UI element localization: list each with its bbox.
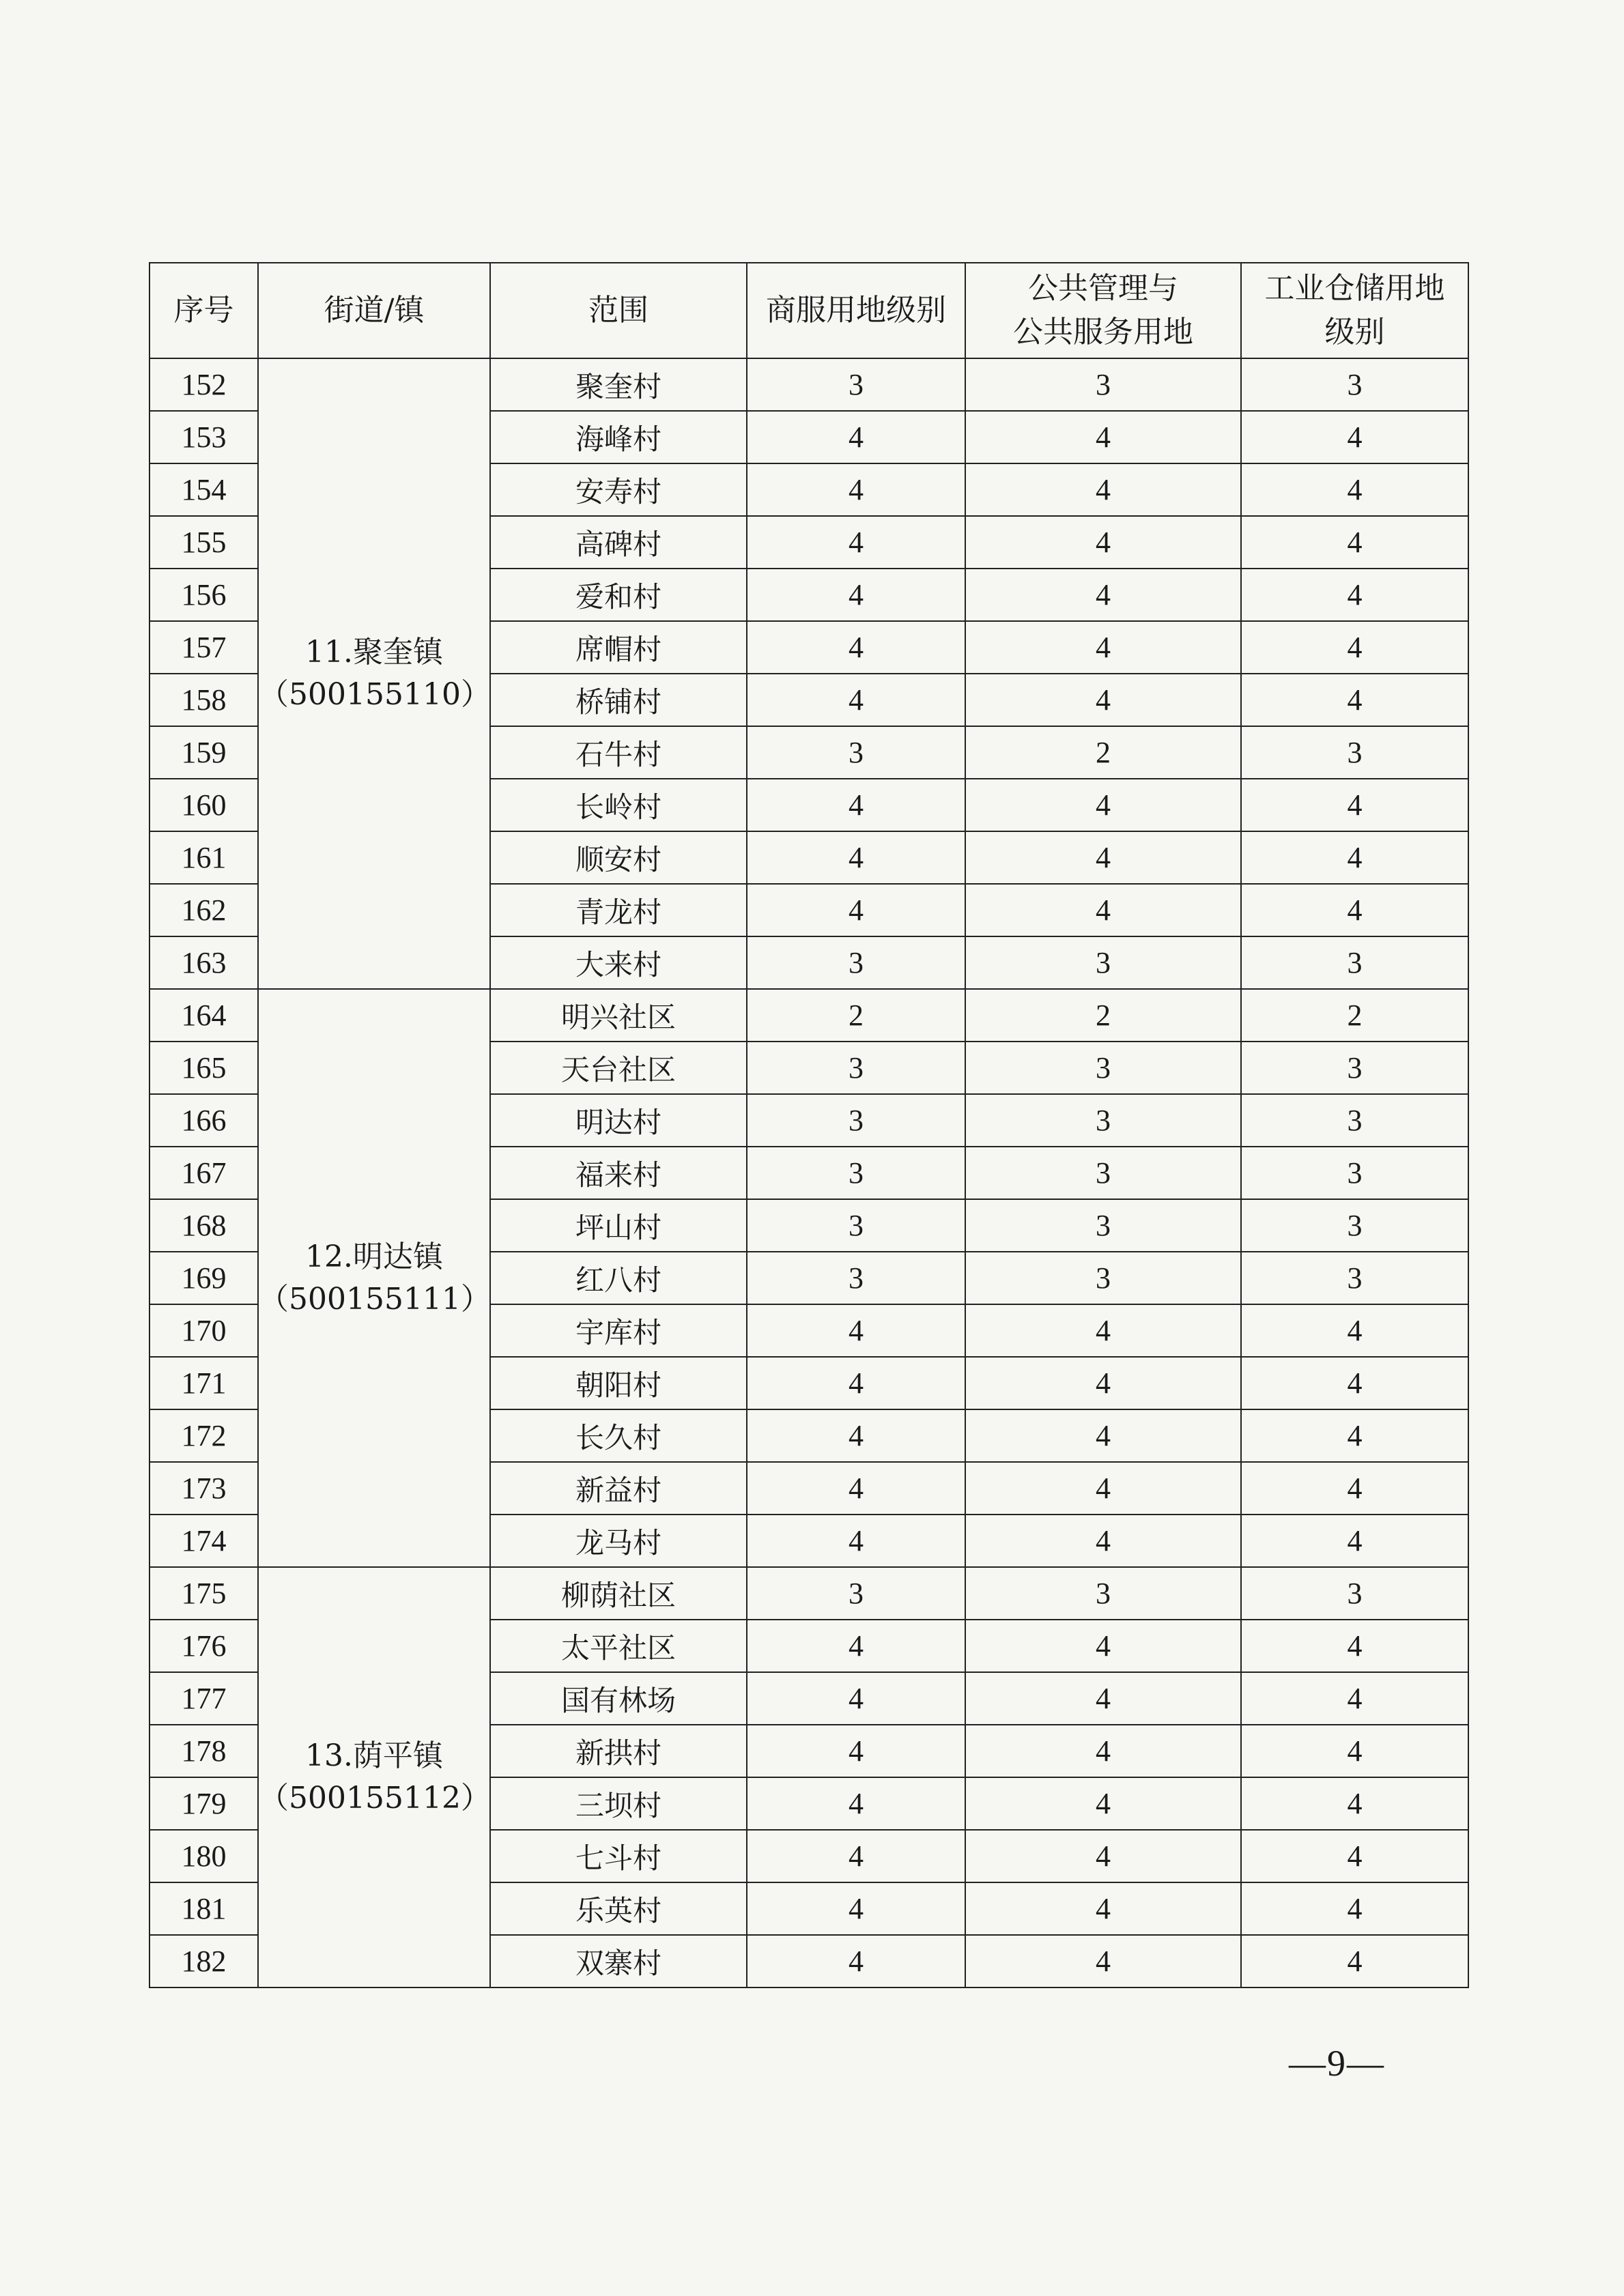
commercial-grade-cell: 3	[747, 936, 965, 989]
industrial-grade-cell: 2	[1241, 989, 1468, 1042]
commercial-grade-cell: 4	[747, 411, 965, 463]
seq-cell: 157	[149, 621, 258, 674]
seq-cell: 154	[149, 463, 258, 516]
range-cell: 新拱村	[490, 1725, 747, 1777]
range-cell: 龙马村	[490, 1515, 747, 1567]
town-name: 13.荫平镇	[305, 1738, 443, 1773]
commercial-grade-cell: 4	[747, 1882, 965, 1935]
range-cell: 明兴社区	[490, 989, 747, 1042]
range-cell: 三坝村	[490, 1777, 747, 1830]
header-industrial	[1241, 263, 1468, 358]
industrial-grade-cell: 3	[1241, 1042, 1468, 1094]
seq-cell: 153	[149, 411, 258, 463]
industrial-grade-cell: 3	[1241, 1199, 1468, 1252]
public-grade-cell: 4	[965, 1409, 1241, 1462]
land-grade-table	[149, 262, 1469, 1988]
public-grade-cell: 4	[965, 516, 1241, 569]
table-row	[149, 989, 1468, 1042]
public-grade-cell: 3	[965, 1199, 1241, 1252]
range-cell: 长岭村	[490, 779, 747, 831]
industrial-grade-cell: 3	[1241, 1147, 1468, 1199]
seq-cell: 165	[149, 1042, 258, 1094]
table-row	[149, 1567, 1468, 1620]
header-range: 范围	[490, 263, 747, 358]
range-cell: 天台社区	[490, 1042, 747, 1094]
industrial-grade-cell: 4	[1241, 831, 1468, 884]
public-grade-cell: 4	[965, 1777, 1241, 1830]
range-cell: 海峰村	[490, 411, 747, 463]
range-cell: 红八村	[490, 1252, 747, 1304]
public-grade-cell: 4	[965, 1882, 1241, 1935]
seq-cell: 156	[149, 569, 258, 621]
seq-cell: 155	[149, 516, 258, 569]
seq-cell: 182	[149, 1935, 258, 1988]
commercial-grade-cell: 4	[747, 779, 965, 831]
public-grade-cell: 4	[965, 884, 1241, 936]
range-cell: 明达村	[490, 1094, 747, 1147]
industrial-grade-cell: 4	[1241, 516, 1468, 569]
public-grade-cell: 4	[965, 569, 1241, 621]
public-grade-cell: 3	[965, 936, 1241, 989]
industrial-grade-cell: 4	[1241, 1620, 1468, 1672]
commercial-grade-cell: 4	[747, 1725, 965, 1777]
industrial-grade-cell: 4	[1241, 1357, 1468, 1409]
table-body	[149, 358, 1468, 1988]
seq-cell: 158	[149, 674, 258, 726]
industrial-grade-cell: 3	[1241, 358, 1468, 411]
town-code: （500155111）	[259, 1281, 491, 1317]
range-cell: 国有林场	[490, 1672, 747, 1725]
table-header-row	[149, 263, 1468, 358]
commercial-grade-cell: 4	[747, 1304, 965, 1357]
public-grade-cell: 3	[965, 358, 1241, 411]
commercial-grade-cell: 3	[747, 1199, 965, 1252]
commercial-grade-cell: 3	[747, 1094, 965, 1147]
commercial-grade-cell: 4	[747, 831, 965, 884]
town-cell	[258, 358, 490, 989]
commercial-grade-cell: 4	[747, 1409, 965, 1462]
town-name: 11.聚奎镇	[305, 635, 443, 670]
seq-cell: 167	[149, 1147, 258, 1199]
commercial-grade-cell: 4	[747, 1357, 965, 1409]
header-commercial: 商服用地级别	[747, 263, 965, 358]
header-industrial-line1: 工业仓储用地	[1264, 271, 1445, 306]
header-public-line2: 公共服务用地	[1013, 315, 1193, 349]
industrial-grade-cell: 4	[1241, 884, 1468, 936]
commercial-grade-cell: 4	[747, 1515, 965, 1567]
public-grade-cell: 3	[965, 1567, 1241, 1620]
commercial-grade-cell: 4	[747, 884, 965, 936]
seq-cell: 162	[149, 884, 258, 936]
commercial-grade-cell: 4	[747, 621, 965, 674]
header-public-line1: 公共管理与	[1028, 271, 1178, 306]
seq-cell: 172	[149, 1409, 258, 1462]
range-cell: 聚奎村	[490, 358, 747, 411]
range-cell: 坪山村	[490, 1199, 747, 1252]
range-cell: 青龙村	[490, 884, 747, 936]
seq-cell: 159	[149, 726, 258, 779]
range-cell: 乐英村	[490, 1882, 747, 1935]
range-cell: 朝阳村	[490, 1357, 747, 1409]
header-seq: 序号	[149, 263, 258, 358]
seq-cell: 176	[149, 1620, 258, 1672]
commercial-grade-cell: 2	[747, 989, 965, 1042]
seq-cell: 160	[149, 779, 258, 831]
seq-cell: 166	[149, 1094, 258, 1147]
page-number: —9—	[1289, 2043, 1385, 2084]
industrial-grade-cell: 4	[1241, 621, 1468, 674]
industrial-grade-cell: 4	[1241, 674, 1468, 726]
industrial-grade-cell: 4	[1241, 1882, 1468, 1935]
industrial-grade-cell: 4	[1241, 569, 1468, 621]
range-cell: 福来村	[490, 1147, 747, 1199]
industrial-grade-cell: 4	[1241, 1777, 1468, 1830]
commercial-grade-cell: 4	[747, 1620, 965, 1672]
commercial-grade-cell: 4	[747, 1462, 965, 1515]
range-cell: 宇库村	[490, 1304, 747, 1357]
range-cell: 新益村	[490, 1462, 747, 1515]
industrial-grade-cell: 4	[1241, 1830, 1468, 1882]
commercial-grade-cell: 3	[747, 726, 965, 779]
industrial-grade-cell: 3	[1241, 1567, 1468, 1620]
seq-cell: 169	[149, 1252, 258, 1304]
industrial-grade-cell: 4	[1241, 1462, 1468, 1515]
industrial-grade-cell: 4	[1241, 1304, 1468, 1357]
range-cell: 高碑村	[490, 516, 747, 569]
header-industrial-line2: 级别	[1324, 315, 1385, 349]
public-grade-cell: 4	[965, 463, 1241, 516]
public-grade-cell: 4	[965, 1515, 1241, 1567]
seq-cell: 170	[149, 1304, 258, 1357]
industrial-grade-cell: 3	[1241, 726, 1468, 779]
public-grade-cell: 4	[965, 674, 1241, 726]
range-cell: 双寨村	[490, 1935, 747, 1988]
industrial-grade-cell: 4	[1241, 1409, 1468, 1462]
seq-cell: 161	[149, 831, 258, 884]
public-grade-cell: 4	[965, 779, 1241, 831]
range-cell: 太平社区	[490, 1620, 747, 1672]
industrial-grade-cell: 3	[1241, 936, 1468, 989]
public-grade-cell: 4	[965, 1462, 1241, 1515]
seq-cell: 173	[149, 1462, 258, 1515]
range-cell: 爱和村	[490, 569, 747, 621]
industrial-grade-cell: 4	[1241, 1672, 1468, 1725]
public-grade-cell: 4	[965, 621, 1241, 674]
public-grade-cell: 4	[965, 1672, 1241, 1725]
range-cell: 柳荫社区	[490, 1567, 747, 1620]
range-cell: 席帽村	[490, 621, 747, 674]
public-grade-cell: 3	[965, 1094, 1241, 1147]
town-code: （500155110）	[259, 677, 491, 712]
commercial-grade-cell: 4	[747, 463, 965, 516]
header-public	[965, 263, 1241, 358]
commercial-grade-cell: 4	[747, 674, 965, 726]
public-grade-cell: 3	[965, 1147, 1241, 1199]
table-row	[149, 358, 1468, 411]
industrial-grade-cell: 4	[1241, 463, 1468, 516]
industrial-grade-cell: 4	[1241, 1515, 1468, 1567]
seq-cell: 152	[149, 358, 258, 411]
public-grade-cell: 4	[965, 1304, 1241, 1357]
public-grade-cell: 4	[965, 1935, 1241, 1988]
public-grade-cell: 4	[965, 831, 1241, 884]
commercial-grade-cell: 4	[747, 1672, 965, 1725]
industrial-grade-cell: 4	[1241, 1725, 1468, 1777]
range-cell: 桥铺村	[490, 674, 747, 726]
commercial-grade-cell: 4	[747, 569, 965, 621]
public-grade-cell: 3	[965, 1042, 1241, 1094]
seq-cell: 163	[149, 936, 258, 989]
industrial-grade-cell: 3	[1241, 1094, 1468, 1147]
header-street: 街道/镇	[258, 263, 490, 358]
commercial-grade-cell: 3	[747, 1042, 965, 1094]
public-grade-cell: 2	[965, 726, 1241, 779]
public-grade-cell: 4	[965, 1620, 1241, 1672]
town-name: 12.明达镇	[305, 1239, 443, 1274]
seq-cell: 181	[149, 1882, 258, 1935]
public-grade-cell: 3	[965, 1252, 1241, 1304]
range-cell: 长久村	[490, 1409, 747, 1462]
seq-cell: 178	[149, 1725, 258, 1777]
town-cell	[258, 1567, 490, 1988]
range-cell: 七斗村	[490, 1830, 747, 1882]
industrial-grade-cell: 3	[1241, 1252, 1468, 1304]
seq-cell: 175	[149, 1567, 258, 1620]
range-cell: 安寿村	[490, 463, 747, 516]
town-code: （500155112）	[259, 1781, 491, 1816]
commercial-grade-cell: 3	[747, 358, 965, 411]
seq-cell: 164	[149, 989, 258, 1042]
industrial-grade-cell: 4	[1241, 1935, 1468, 1988]
public-grade-cell: 4	[965, 1830, 1241, 1882]
industrial-grade-cell: 4	[1241, 411, 1468, 463]
seq-cell: 180	[149, 1830, 258, 1882]
public-grade-cell: 4	[965, 411, 1241, 463]
commercial-grade-cell: 4	[747, 1935, 965, 1988]
public-grade-cell: 4	[965, 1357, 1241, 1409]
seq-cell: 179	[149, 1777, 258, 1830]
commercial-grade-cell: 4	[747, 516, 965, 569]
range-cell: 石牛村	[490, 726, 747, 779]
commercial-grade-cell: 3	[747, 1567, 965, 1620]
town-cell	[258, 989, 490, 1567]
industrial-grade-cell: 4	[1241, 779, 1468, 831]
commercial-grade-cell: 3	[747, 1252, 965, 1304]
seq-cell: 177	[149, 1672, 258, 1725]
public-grade-cell: 4	[965, 1725, 1241, 1777]
seq-cell: 171	[149, 1357, 258, 1409]
commercial-grade-cell: 3	[747, 1147, 965, 1199]
range-cell: 大来村	[490, 936, 747, 989]
public-grade-cell: 2	[965, 989, 1241, 1042]
seq-cell: 174	[149, 1515, 258, 1567]
commercial-grade-cell: 4	[747, 1777, 965, 1830]
range-cell: 顺安村	[490, 831, 747, 884]
commercial-grade-cell: 4	[747, 1830, 965, 1882]
seq-cell: 168	[149, 1199, 258, 1252]
